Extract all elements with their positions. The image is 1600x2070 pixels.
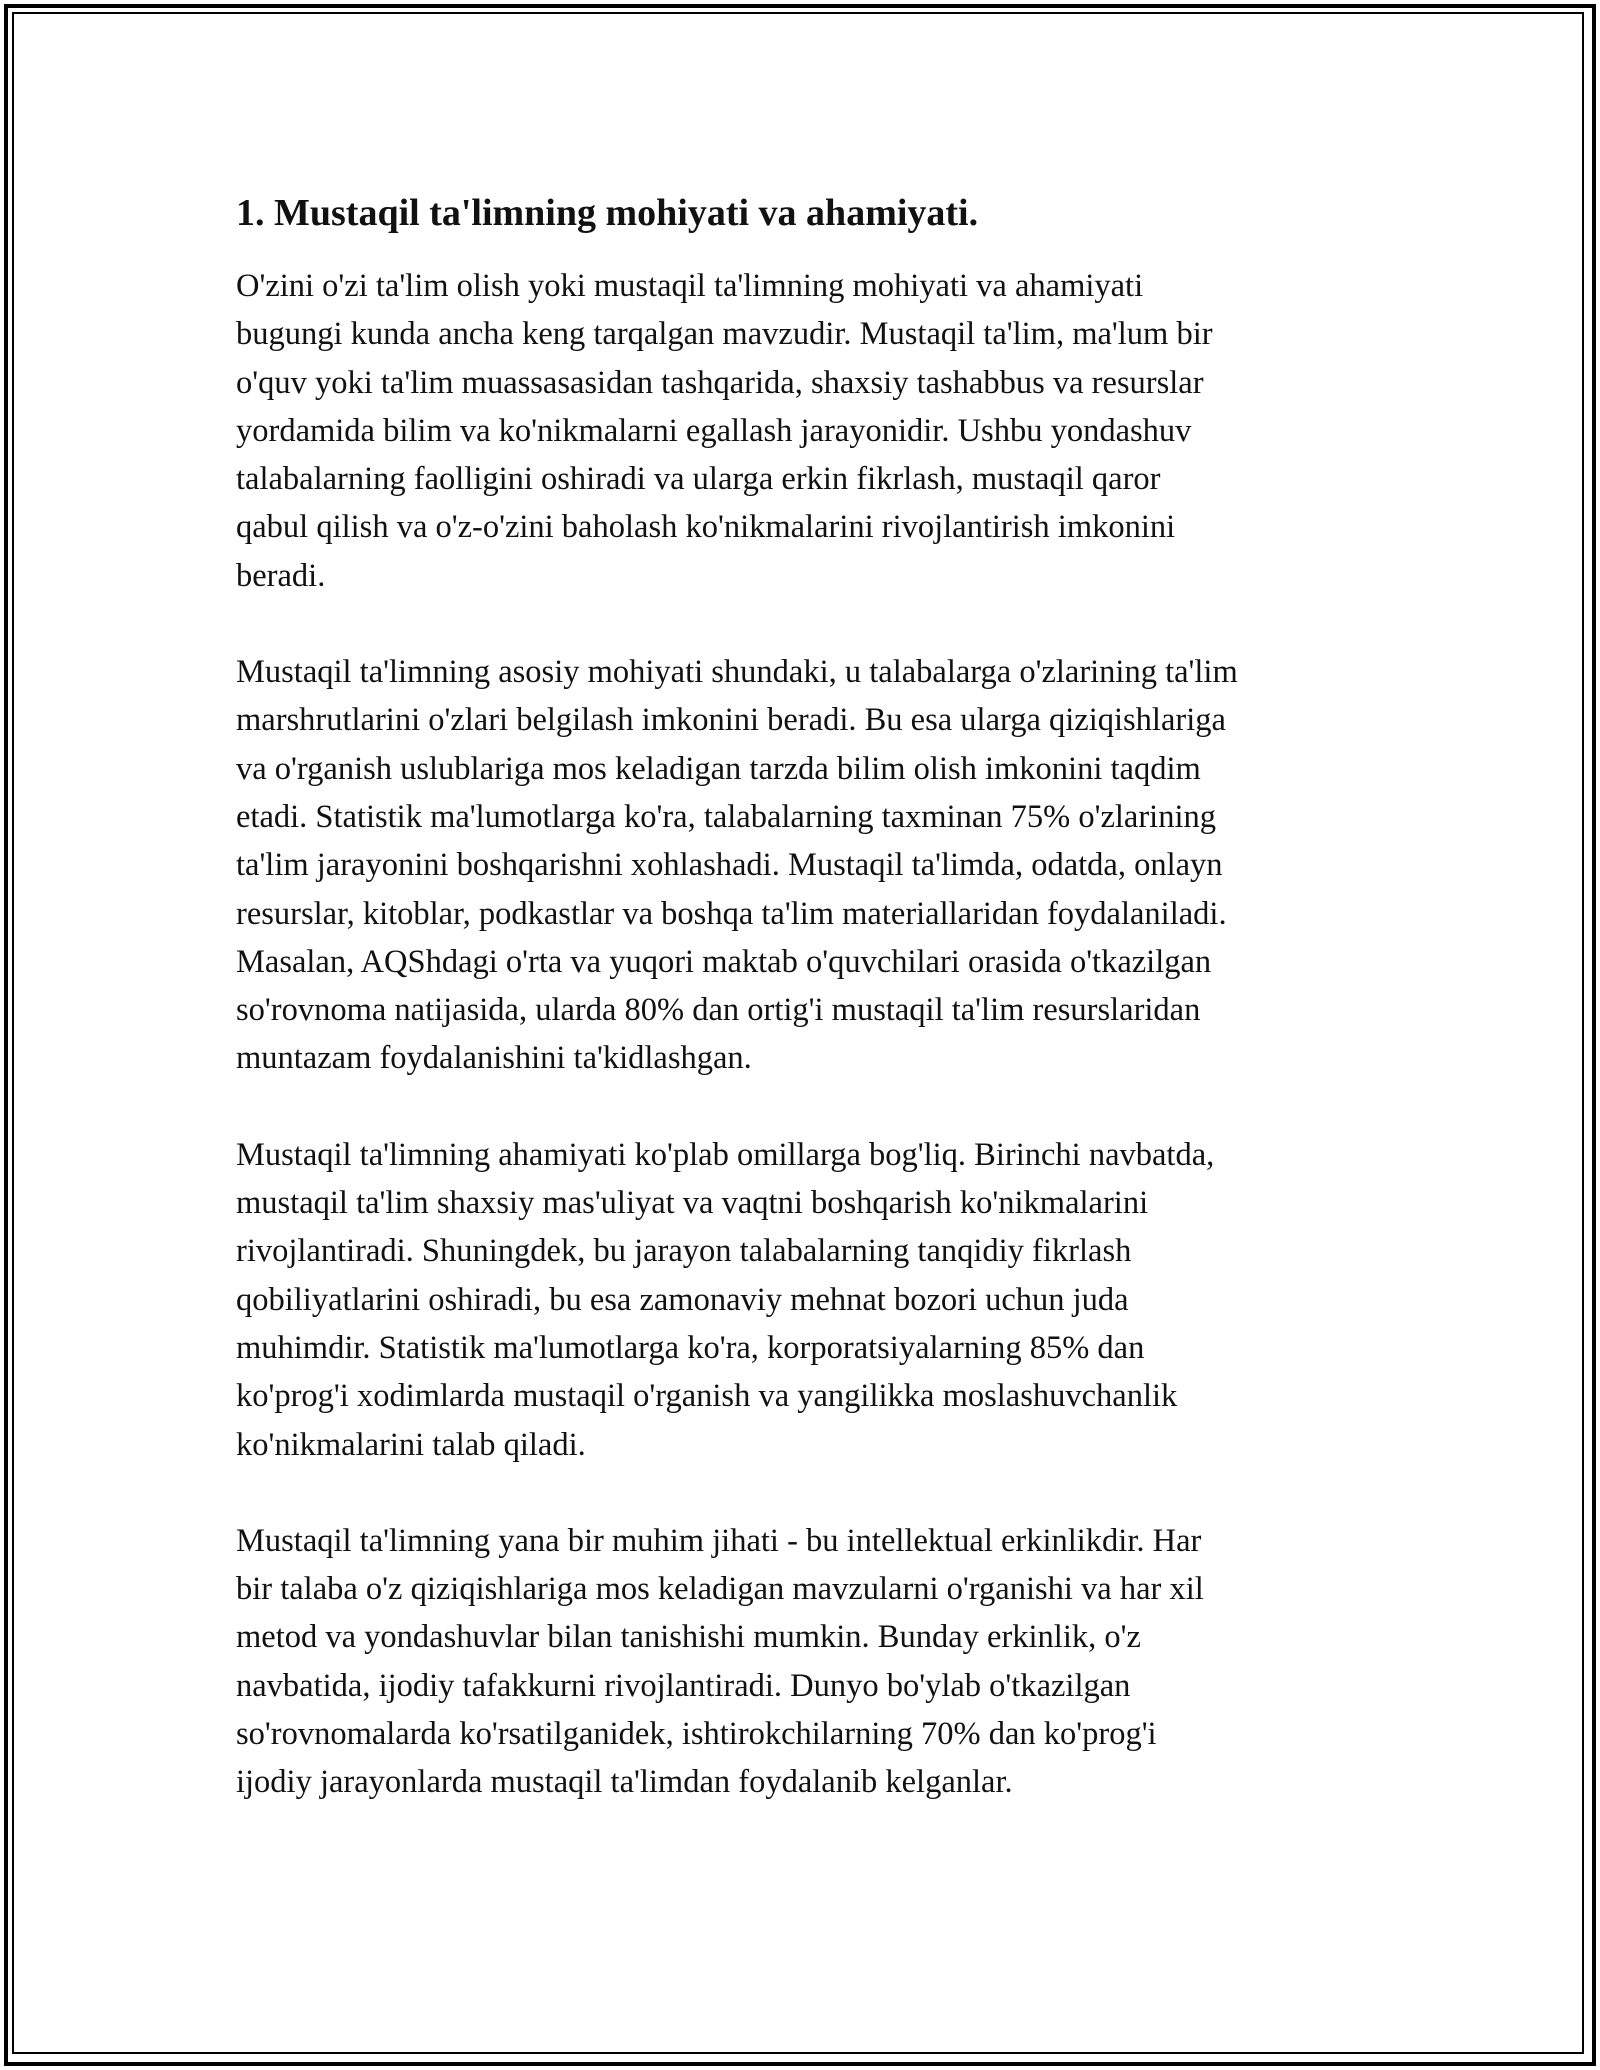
section-heading: 1. Mustaqil ta'limning mohiyati va ahamiyati.	[236, 192, 979, 234]
paragraph-2: Mustaqil ta'limning asosiy mohiyati shundaki, u talabalarga o'zlarining ta'lim marshrutlarini o'zlari belgilash imkonini beradi. Bu esa ularga qiziqishlariga va o'rganish uslublariga mos keladigan tarzda bilim olish imkonini taqdim etadi. Statistik ma'lumotlarga ko'ra, talabalarning taxminan 75% o'zlarining ta'lim jarayonini boshqarishni xohlashadi. Mustaqil ta'limda, odatda, onlayn resurslar, kitoblar, podkastlar va boshqa ta'lim materiallaridan foydalaniladi. Masalan, AQShdagi o'rta va yuqori maktab o'quvchilari orasida o'tkazilgan so'rovnoma natijasida, ularda 80% dan ortig'i mustaqil ta'lim resurslaridan muntazam foydalanishini ta'kidlashgan.	[236, 654, 1238, 1077]
document-body	[236, 188, 1386, 1807]
paragraph-1: O'zini o'zi ta'lim olish yoki mustaqil ta'limning mohiyati va ahamiyati bugungi kunda ancha keng tarqalgan mavzudir. Mustaqil ta'lim, ma'lum bir o'quv yoki ta'lim muassasasidan tashqarida, shaxsiy tashabbus va resurslar yordamida bilim va ko'nikmalarni egallash jarayonidir. Ushbu yondashuv talabalarning faolligini oshiradi va ularga erkin fikrlash, mustaqil qaror qabul qilish va o'z-o'zini baholash ko'nikmalarini rivojlantirish imkonini beradi.	[236, 268, 1213, 594]
paragraph-4: Mustaqil ta'limning yana bir muhim jihati - bu intellektual erkinlikdir. Har bir talaba o'z qiziqishlariga mos keladigan mavzularni o'rganishi va har xil metod va yondashuvlar bilan tanishishi mumkin. Bunday erkinlik, o'z navbatida, ijodiy tafakkurni rivojlantiradi. Dunyo bo'ylab o'tkazilgan so'rovnomalarda ko'rsatilganidek, ishtirokchilarning 70% dan ko'prog'i ijodiy jarayonlarda mustaqil ta'limdan foydalanib kelganlar.	[236, 1522, 1204, 1801]
paragraph-3: Mustaqil ta'limning ahamiyati ko'plab omillarga bog'liq. Birinchi navbatda, mustaqil ta'lim shaxsiy mas'uliyat va vaqtni boshqarish ko'nikmalarini rivojlantiradi. Shuningdek, bu jarayon talabalarning tanqidiy fikrlash qobiliyatlarini oshiradi, bu esa zamonaviy mehnat bozori uchun juda muhimdir. Statistik ma'lumotlarga ko'ra, korporatsiyalarning 85% dan ko'prog'i xodimlarda mustaqil o'rganish va yangilikka moslashuvchanlik ko'nikmalarini talab qiladi.	[236, 1136, 1215, 1463]
